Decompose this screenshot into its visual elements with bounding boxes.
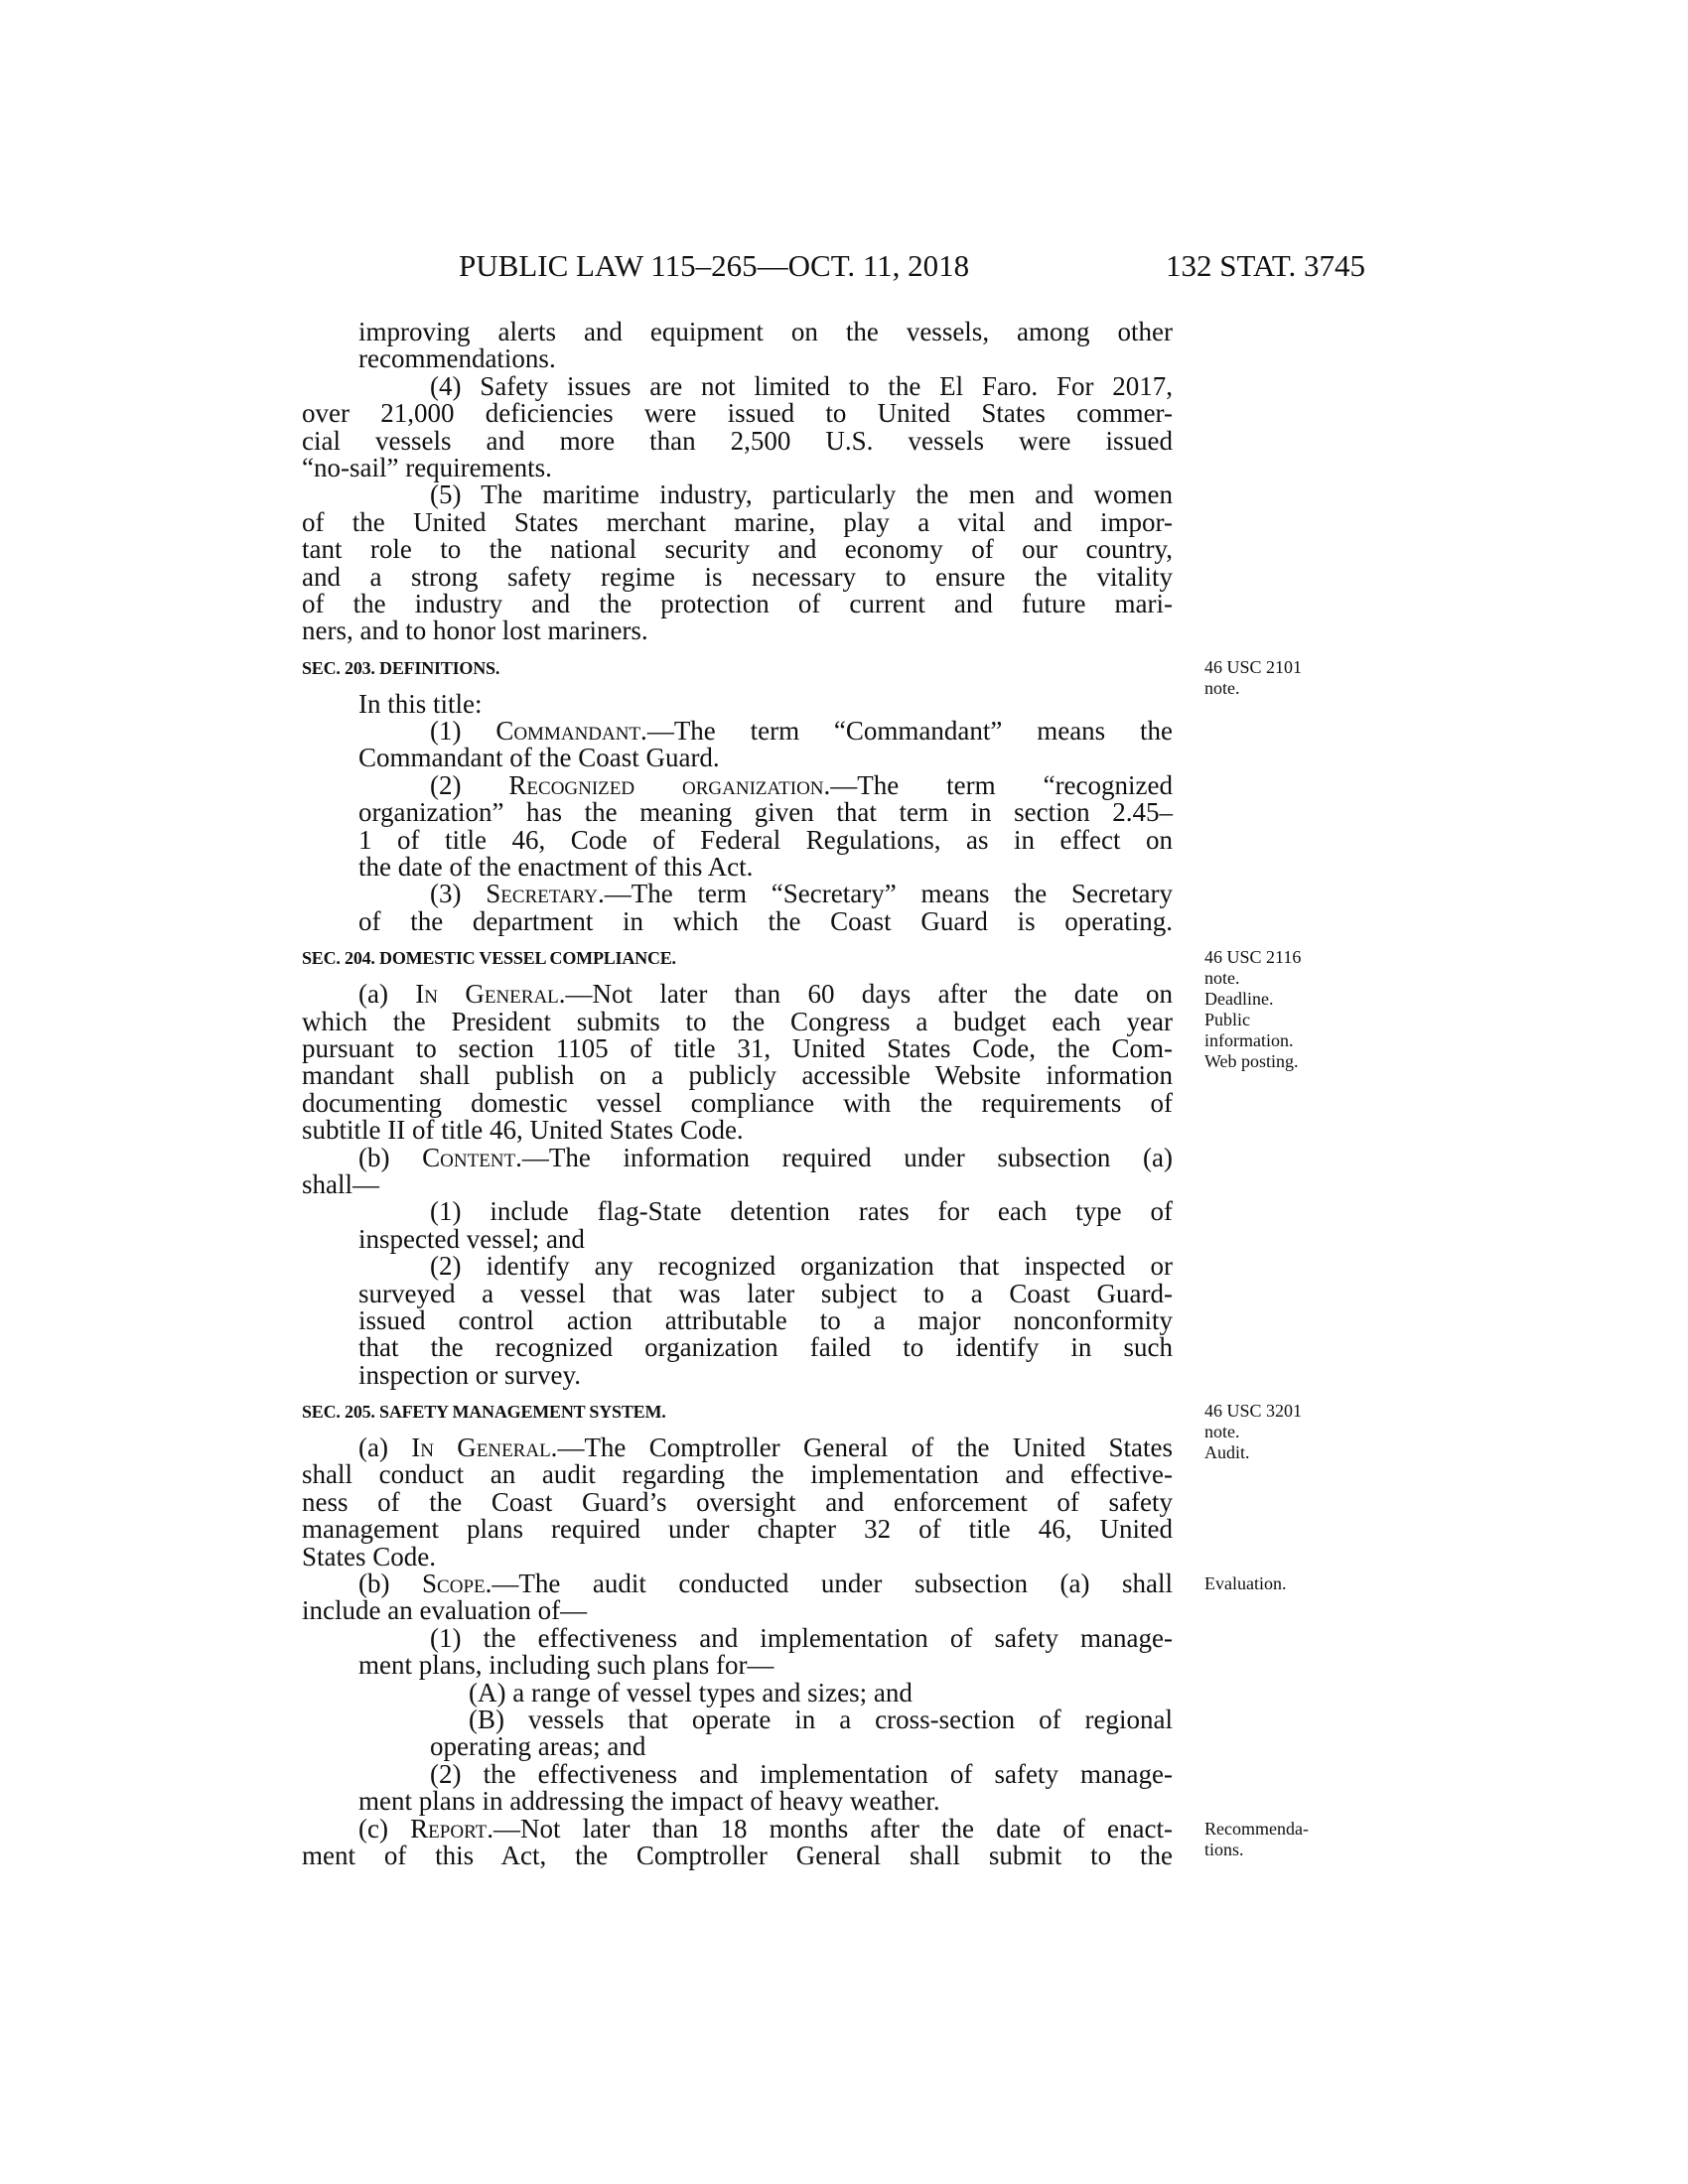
paragraph-number: (b) [358, 1142, 423, 1172]
margin-note: note. [1204, 1422, 1240, 1442]
line-text [469, 1706, 1173, 1733]
line-body: over 21,000 deficiencies were issued to United States commer- [302, 398, 1173, 429]
line-text [302, 1062, 1173, 1089]
line-body: inspected vessel; and [358, 1223, 585, 1254]
line-text [358, 1334, 1173, 1361]
line-text [358, 1813, 1173, 1843]
text-line [302, 1032, 1173, 1063]
line-body: pursuant to section 1105 of title 31, United States Code, the Com- [302, 1032, 1173, 1063]
paragraph-heading: Commandant. [495, 716, 647, 747]
margin-notes [1204, 1401, 1403, 1463]
paragraph-heading: Secretary. [486, 879, 605, 909]
margin-note: Audit. [1204, 1442, 1250, 1463]
line-body: and a strong safety regime is necessary to ensure the vitality [302, 561, 1173, 592]
margin-note: Deadline. [1204, 989, 1274, 1010]
line-body: (4) Safety issues are not limited to the El Faro. For 2017, [430, 370, 1173, 401]
text-line [302, 1006, 1173, 1036]
line-text [358, 319, 1173, 345]
line-body: documenting domestic vessel compliance with the requirements of [302, 1087, 1173, 1118]
line-text [430, 1253, 1173, 1280]
line-text [358, 688, 1173, 719]
line-body: —The Comptroller General of the United States [557, 1433, 1173, 1463]
line-text [430, 1758, 1173, 1789]
margin-note: Recommenda- [1204, 1818, 1309, 1839]
line-body: issued control action attributable to a major nonconformity [358, 1304, 1173, 1335]
line-body: inspection or survey. [358, 1359, 581, 1390]
line-text [430, 1733, 1173, 1760]
line-text [358, 1223, 1173, 1254]
line-body: In this title: [358, 688, 483, 719]
text-line [302, 881, 1173, 907]
line-text [302, 561, 1173, 592]
paragraph-number: (b) [358, 1569, 423, 1599]
line-body: —The information required under subsection (a) [521, 1142, 1173, 1172]
text-line [302, 1516, 1173, 1543]
margin-note: 46 USC 2101 [1204, 656, 1303, 677]
line-text [302, 425, 1173, 456]
line-text [358, 1359, 1173, 1390]
paragraph-number: (3) [430, 879, 487, 909]
text-line [302, 1541, 1173, 1571]
line-text [358, 799, 1173, 826]
line-body: —The audit conducted under subsection (a) shall [492, 1569, 1173, 1599]
text-line [302, 1706, 1173, 1733]
line-text [302, 1486, 1173, 1517]
line-text [358, 1142, 1173, 1172]
paragraph-heading: Report. [410, 1813, 493, 1843]
text-line [302, 745, 1173, 771]
paragraph-number: (a) [358, 1433, 412, 1463]
line-text [358, 1652, 1173, 1679]
text-line [302, 1142, 1173, 1172]
line-body: organization” has the meaning given that term in section 2.45– [358, 797, 1173, 828]
line-text [358, 981, 1173, 1008]
page-number: 132 STAT. 3745 [1165, 248, 1365, 283]
paragraph-heading: Recognized organization. [508, 769, 831, 800]
text-line [302, 1223, 1173, 1254]
line-text [302, 1032, 1173, 1063]
text-line [302, 1788, 1173, 1815]
text-line [302, 561, 1173, 592]
line-text [302, 1168, 1173, 1199]
line-body: (1) the effectiveness and implementation of safety manage- [430, 1622, 1173, 1653]
text-line [302, 1168, 1173, 1199]
margin-notes [1204, 947, 1403, 1072]
text-line [302, 1278, 1173, 1308]
line-text [358, 1434, 1173, 1461]
line-text [358, 1304, 1173, 1335]
line-body: (5) The maritime industry, particularly the men and women [430, 479, 1173, 510]
text-line [302, 799, 1173, 826]
line-body: —The term “Secretary” means the Secretary [604, 879, 1173, 909]
line-text [302, 1541, 1173, 1571]
text-line [302, 506, 1173, 537]
line-text [430, 769, 1173, 800]
line-text [302, 1006, 1173, 1036]
line-body: improving alerts and equipment on the vessels, among other [358, 317, 1173, 346]
line-text [430, 370, 1173, 401]
line-text [302, 1516, 1173, 1543]
line-body: cial vessels and more than 2,500 U.S. vessels were issued [302, 425, 1173, 456]
text-line [302, 1117, 1173, 1144]
line-body: Commandant of the Coast Guard. [358, 743, 720, 773]
text-line [302, 1758, 1173, 1789]
line-text [430, 1622, 1173, 1653]
text-line [302, 1198, 1173, 1225]
line-body: —Not later than 18 months after the date of enact- [492, 1813, 1173, 1843]
line-body: of the United States merchant marine, play a vital and impor- [302, 506, 1173, 537]
paragraph-heading: In General. [415, 979, 566, 1010]
line-body: include an evaluation of— [302, 1595, 588, 1626]
line-text [358, 905, 1173, 936]
text-line [302, 1569, 1287, 1599]
document-body [302, 317, 1309, 1870]
text-line [302, 905, 1173, 936]
text-line [302, 400, 1173, 427]
line-body: ment plans, including such plans for— [358, 1650, 774, 1681]
line-body: operating areas; and [430, 1731, 646, 1762]
section-heading [302, 645, 1303, 698]
line-text [430, 481, 1173, 508]
line-text [302, 1461, 1173, 1488]
text-line [302, 1622, 1173, 1653]
margin-note: 46 USC 2116 [1204, 947, 1302, 968]
line-text [358, 824, 1173, 855]
line-body: —The term “Commandant” means the [646, 716, 1174, 747]
margin-note: information. [1204, 1030, 1294, 1051]
margin-note: Web posting. [1204, 1051, 1299, 1072]
margin-note: Public [1204, 1010, 1251, 1030]
line-body: the date of the enactment of this Act. [358, 852, 754, 883]
line-text [302, 536, 1173, 563]
line-text [430, 881, 1173, 907]
line-body: of the department in which the Coast Guard is operating. [358, 905, 1173, 936]
line-body: —Not later than 60 days after the date on [565, 979, 1173, 1010]
margin-note: note. [1204, 968, 1240, 989]
margin-notes [1204, 657, 1403, 699]
text-line [302, 1840, 1173, 1870]
line-body: (B) vessels that operate in a cross-section of regional [469, 1704, 1173, 1734]
text-line [302, 425, 1173, 456]
paragraph-heading: Scope. [422, 1569, 492, 1599]
line-body: surveyed a vessel that was later subject to a Coast Guard- [358, 1278, 1173, 1308]
text-line [302, 769, 1173, 800]
line-body: management plans required under chapter 32 of title 46, United [302, 1514, 1173, 1545]
margin-note: tions. [1204, 1839, 1244, 1859]
line-body: ment of this Act, the Comptroller General shall submit to the [302, 1840, 1173, 1870]
paragraph-number: (a) [358, 979, 416, 1010]
line-text [302, 1087, 1173, 1118]
line-text [302, 617, 1173, 644]
line-body: 1 of title 46, Code of Federal Regulations, as in effect on [358, 824, 1173, 855]
paragraph-number: (c) [358, 1813, 411, 1843]
margin-notes [1204, 1819, 1403, 1860]
text-line [302, 452, 1173, 482]
line-text [430, 718, 1173, 745]
margin-note: Evaluation. [1204, 1573, 1287, 1594]
section-heading-text: SEC. 203. DEFINITIONS. [302, 657, 500, 678]
line-text [302, 1840, 1173, 1870]
text-line [302, 617, 1173, 644]
section-heading-text: SEC. 205. SAFETY MANAGEMENT SYSTEM. [302, 1402, 666, 1423]
line-body: of the industry and the protection of current and future mari- [302, 588, 1173, 618]
running-header-title: PUBLIC LAW 115–265—OCT. 11, 2018 [459, 248, 970, 283]
text-line [302, 824, 1173, 855]
text-line [302, 1334, 1173, 1361]
text-line [302, 1597, 1173, 1624]
line-body: subtitle II of title 46, United States Code. [302, 1115, 744, 1146]
line-text [469, 1677, 1173, 1707]
text-line [302, 1062, 1173, 1089]
line-body: (2) the effectiveness and implementation of safety manage- [430, 1758, 1173, 1789]
text-line [302, 481, 1173, 508]
line-body: shall— [302, 1168, 379, 1199]
line-body: ness of the Coast Guard’s oversight and enforcement of safety [302, 1486, 1173, 1517]
line-body: States Code. [302, 1541, 436, 1571]
text-line [302, 1304, 1173, 1335]
line-text [358, 1278, 1173, 1308]
paragraph-number: (1) [430, 716, 496, 747]
text-line [302, 1359, 1173, 1390]
text-line [302, 345, 1173, 372]
text-line [302, 1486, 1173, 1517]
margin-notes [1204, 1573, 1403, 1594]
text-line [302, 718, 1173, 745]
line-body: recommendations. [358, 343, 556, 374]
line-text [302, 588, 1173, 618]
text-line [302, 1652, 1173, 1679]
line-text [302, 1117, 1173, 1144]
line-text [430, 1198, 1173, 1225]
text-line [302, 370, 1173, 401]
paragraph-heading: Content. [422, 1142, 522, 1172]
paragraph-heading: In General. [411, 1433, 558, 1463]
text-line [302, 1461, 1173, 1488]
line-body: that the recognized organization failed to identify in such [358, 1332, 1173, 1363]
paragraph-number: (2) [430, 769, 509, 800]
text-line [302, 588, 1173, 618]
line-body: (A) a range of vessel types and sizes; and [469, 1677, 913, 1707]
text-line [302, 688, 1173, 719]
line-text [358, 1788, 1173, 1815]
text-line [302, 1677, 1173, 1707]
margin-note: note. [1204, 677, 1240, 698]
text-line [302, 1253, 1173, 1280]
line-text [358, 854, 1173, 881]
text-line [302, 854, 1173, 881]
line-body: shall conduct an audit regarding the implementation and effective- [302, 1459, 1173, 1490]
text-line [302, 536, 1173, 563]
text-line [302, 1087, 1173, 1118]
line-body: mandant shall publish on a publicly accessible Website information [302, 1060, 1173, 1091]
line-body: —The term “recognized [830, 769, 1173, 800]
text-line [302, 981, 1173, 1008]
text-line [302, 1434, 1173, 1461]
text-line [302, 319, 1173, 345]
line-text [302, 452, 1173, 482]
line-text [358, 1570, 1173, 1597]
line-text [302, 400, 1173, 427]
line-text [302, 506, 1173, 537]
line-body: ment plans in addressing the impact of heavy weather. [358, 1786, 940, 1817]
line-body: ners, and to honor lost mariners. [302, 615, 648, 646]
text-line [302, 1733, 1173, 1760]
line-body: “no-sail” requirements. [302, 452, 552, 482]
line-text [302, 1597, 1173, 1624]
line-body: which the President submits to the Congress a budget each year [302, 1006, 1173, 1036]
line-body: (2) identify any recognized organization that inspected or [430, 1251, 1173, 1282]
line-text [358, 345, 1173, 372]
line-body: (1) include flag-State detention rates for each type of [430, 1196, 1173, 1227]
line-text [358, 745, 1173, 771]
section-heading-text: SEC. 204. DOMESTIC VESSEL COMPLIANCE. [302, 948, 676, 969]
margin-note: 46 USC 3201 [1204, 1401, 1303, 1422]
line-body: tant role to the national security and economy of our country, [302, 534, 1173, 565]
